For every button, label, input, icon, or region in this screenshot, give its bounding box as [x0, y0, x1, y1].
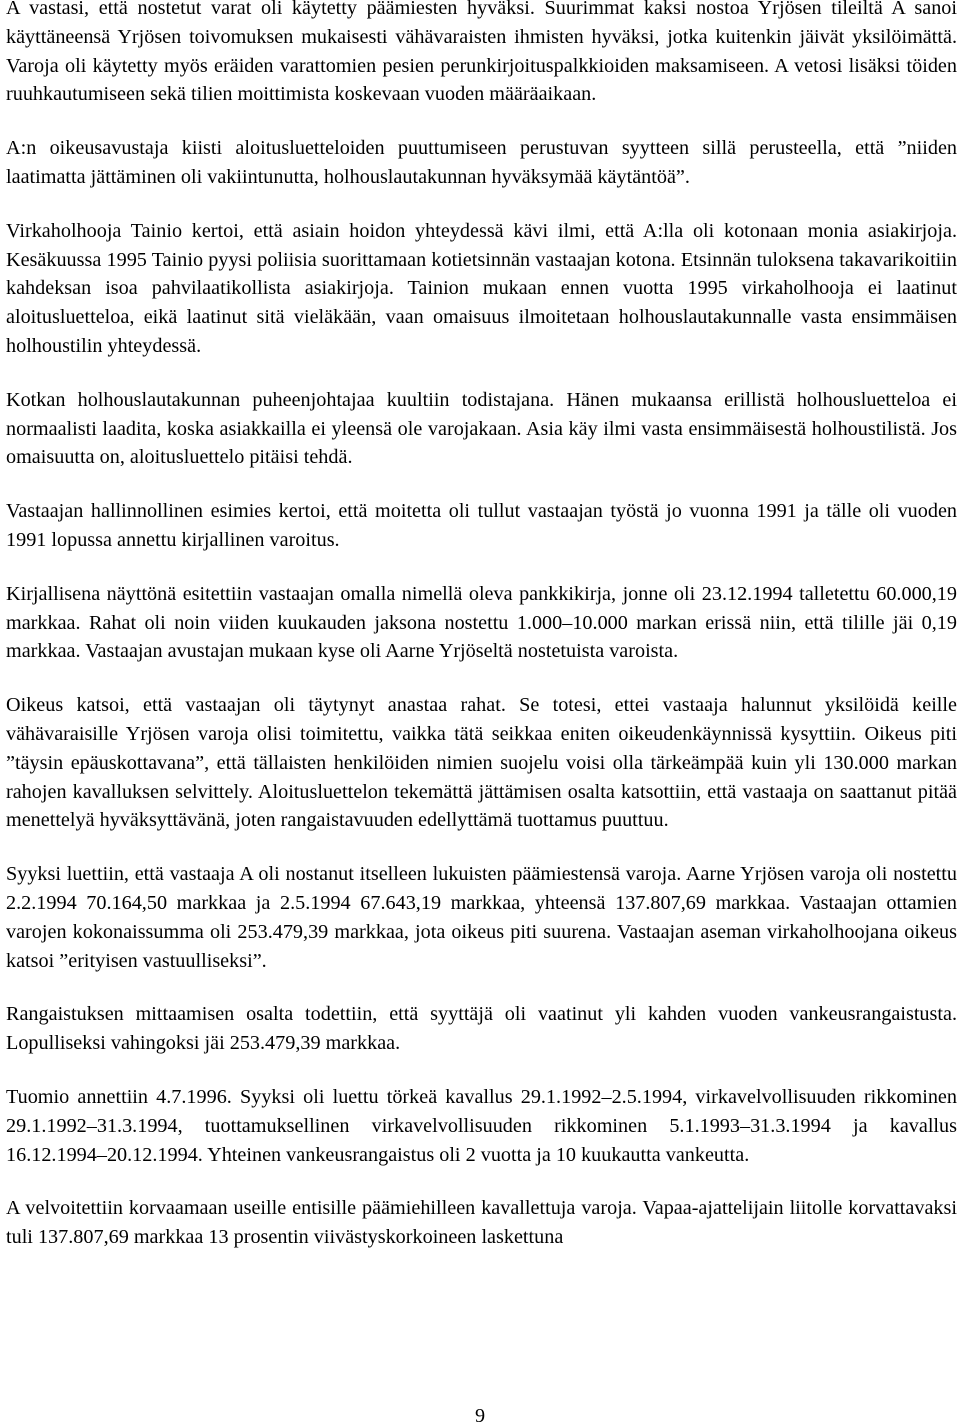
paragraph: Kotkan holhouslautakunnan puheenjohtajaa kuultiin todistajana. Hänen mukaansa erillistä holhousluetteloa ei normaalisti laadita, koska asiakkailla ei yleensä ole varojakaan. Asia käy ilmi vasta ensimmäisestä holhoustilistä. Jos omaisuutta on, aloitusluettelo pitäisi tehdä.	[6, 388, 957, 469]
paragraph: Syyksi luettiin, että vastaaja A oli nostanut itselleen lukuisten päämiestensä varoja. Aarne Yrjösen varoja oli nostettu 2.2.1994 70.164,50 markkaa ja 2.5.1994 67.643,19 markkaa, yhteensä 137.807,69 markkaa. Vastaajan ottamien varojen kokonaissumma oli 253.479,39 markkaa, jota oikeus piti suurena. Vastaajan aseman virkaholhoojana oikeus katsoi ”erityisen vastuulliseksi”.	[6, 863, 957, 972]
paragraph: Virkaholhooja Tainio kertoi, että asiain hoidon yhteydessä kävi ilmi, että A:lla oli kotonaan monia asiakirjoja. Kesäkuussa 1995 Tainio pyysi poliisia suorittamaan kotietsinnän vastaajan kotona. Etsinnän tuloksena takavarikoitiin kahdeksan isoa pahvilaatikollista asiakirjoja. Tainion mukaan ennen vuotta 1995 virkaholhooja ei laatinut aloitusluetteloa, eikä laatinut sitä vieläkään, vaan omaisuus ilmoitetaan holhouslautakunnalle vasta ensimmäisen holhoustilin yhteydessä.	[6, 219, 957, 357]
paragraph: Tuomio annettiin 4.7.1996. Syyksi oli luettu törkeä kavallus 29.1.1992–2.5.1994, virkavelvollisuuden rikkominen 29.1.1992–31.3.1994, tuottamuksellinen virkavelvollisuuden rikkominen 5.1.1993–31.3.1994 ja kavallus 16.12.1994–20.12.1994. Yhteinen vankeusrangaistus oli 2 vuotta ja 10 kuukautta vankeutta.	[6, 1085, 957, 1166]
paragraph: Oikeus katsoi, että vastaajan oli täytynyt anastaa rahat. Se totesi, ettei vastaaja halunnut yksilöidä keille vähävaraisille Yrjösen varoja olisi toimitettu, vaikka tätä seikkaa eniten oikeudenkäynnissä kysyttiin. Oikeus piti ”täysin epäuskottavana”, että tällaisten henkilöiden nimien suojelu voisi olla tärkeämpää kuin yli 130.000 markan rahojen kavalluksen selvittely. Aloitusluettelon tekemättä jättämisen osalta katsottiin, että vastaaja on saattanut pitää menettelyä hyväksyttävänä, joten rangaistavuuden edellyttämä tuottamus puuttuu.	[6, 694, 957, 832]
paragraph: A velvoitettiin korvaamaan useille entisille päämiehilleen kavallettuja varoja. Vapaa-ajattelijain liitolle korvattavaksi tuli 137.807,69 markkaa 13 prosentin viivästyskorkoineen laskettuna	[6, 1197, 957, 1249]
document-body	[6, 0, 957, 1252]
paragraph: Rangaistuksen mittaamisen osalta todettiin, että syyttäjä oli vaatinut yli kahden vuoden vankeusrangaistusta. Lopulliseksi vahingoksi jäi 253.479,39 markkaa.	[6, 1003, 957, 1055]
paragraph: Kirjallisena näyttönä esitettiin vastaajan omalla nimellä oleva pankkikirja, jonne oli 23.12.1994 talletettu 60.000,19 markkaa. Rahat oli noin viiden kuukauden jaksona nostettu 1.000–10.000 markan erissä niin, että tilille jäi 0,19 markkaa. Vastaajan avustajan mukaan kyse oli Aarne Yrjöseltä nostetuista varoista.	[6, 582, 957, 663]
page-number: 9	[474, 1405, 486, 1427]
paragraph: Vastaajan hallinnollinen esimies kertoi, että moitetta oli tullut vastaajan työstä jo vuonna 1991 ja tälle oli vuoden 1991 lopussa annettu kirjallinen varoitus.	[6, 500, 957, 551]
paragraph: A:n oikeusavustaja kiisti aloitusluetteloiden puuttumiseen perustuvan syytteen sillä perusteella, että ”niiden laatimatta jättäminen oli vakiintunutta, holhouslautakunnan hyväksymää käytäntöä”.	[6, 137, 957, 188]
paragraph: A vastasi, että nostetut varat oli käytetty päämiesten hyväksi. Suurimmat kaksi nostoa Yrjösen tileiltä A sanoi käyttäneensä Yrjösen toivomuksen mukaisesti vähävaraisten ihmisten hyväksi, jotka kuitenkin jäivät yksilöimättä. Varoja oli käytetty myös eräiden varattomien pesien perunkirjoituspalkkioiden maksamiseen. A vetosi lisäksi töiden ruuhkautumiseen sekä tilien moittimista koskevaan vuoden määräaikaan.	[6, 0, 957, 106]
